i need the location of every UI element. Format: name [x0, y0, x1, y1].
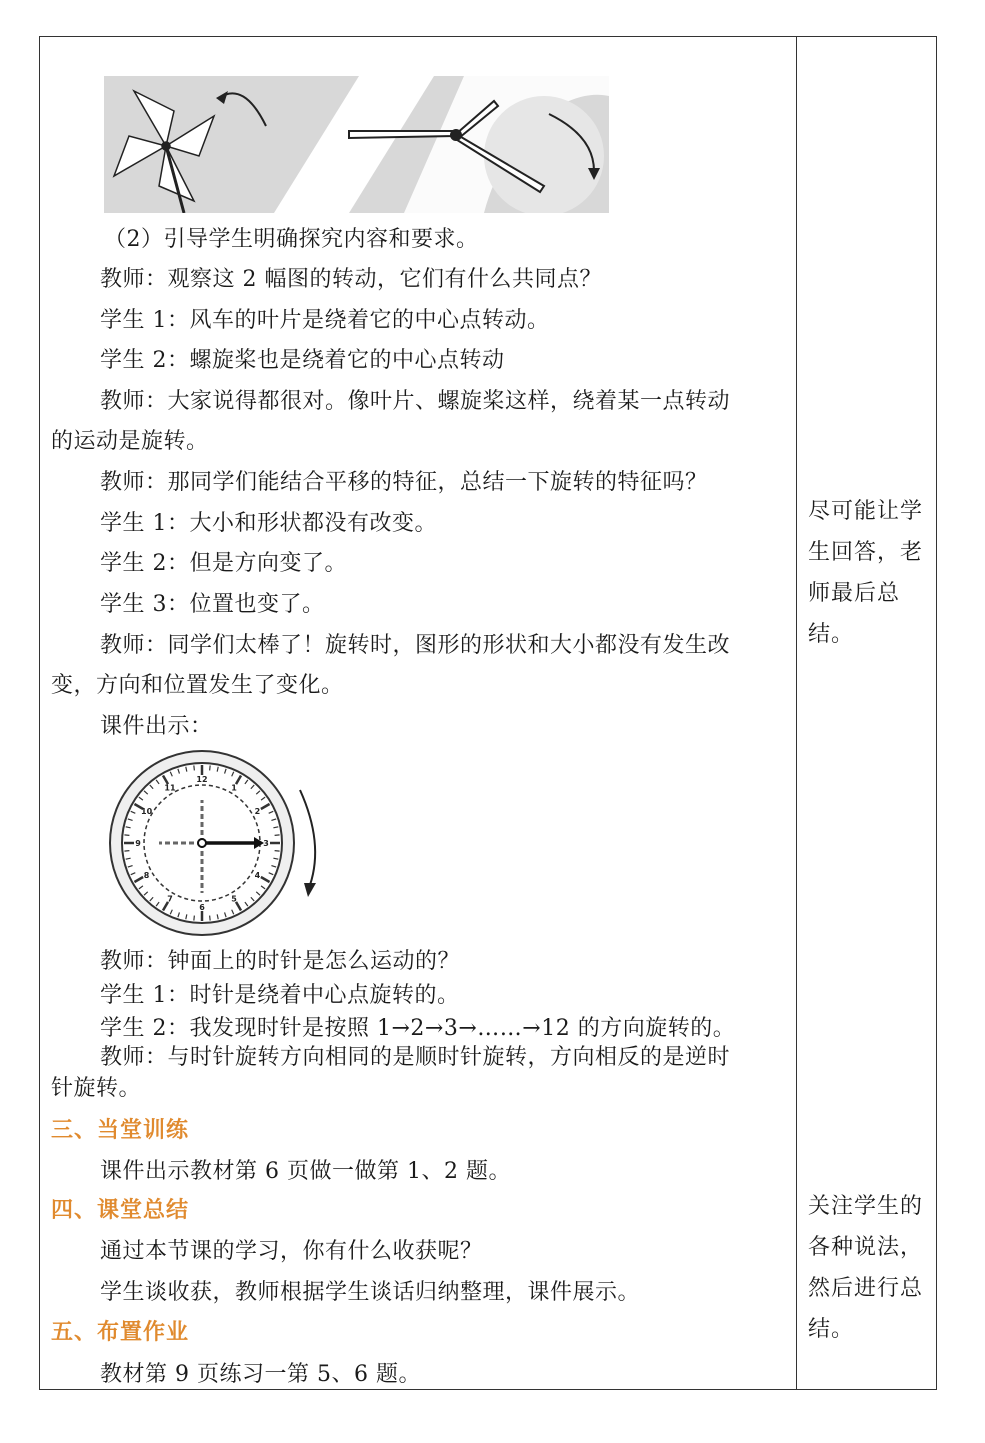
text-line: 通过本节课的学习，你有什么收获呢？: [100, 1239, 483, 1264]
text-line: 学生 1：风车的叶片是绕着它的中心点转动。: [100, 308, 550, 333]
clock-tick: [210, 916, 211, 921]
side-note: 尽可能让学生回答，老师最后总结。: [808, 499, 924, 647]
text-line: 课件出示教材第 6 页做一做第 1、2 题。: [100, 1159, 511, 1184]
clock-tick: [194, 765, 195, 770]
text-line: 针旋转。: [51, 1076, 142, 1101]
clock-number: 2: [254, 807, 261, 816]
clock-number: 7: [167, 894, 173, 904]
section-heading: 五、布置作业: [51, 1320, 190, 1345]
text-line: 学生 1：时针是绕着中心点旋转的。: [100, 983, 460, 1008]
side-note: 关注学生的各种说法，然后进行总结。: [808, 1194, 924, 1342]
clock-number: 5: [231, 894, 237, 904]
clock-number: 9: [135, 839, 141, 848]
clock-number: 10: [141, 807, 153, 816]
pinwheel-propeller-image: [104, 76, 609, 213]
clock-number: 12: [196, 775, 208, 784]
text-line: 学生 2：我发现时针是按照 1→2→3→……→12 的方向旋转的。: [100, 1016, 736, 1041]
column-divider: [796, 36, 797, 1390]
text-line: 教师：钟面上的时针是怎么运动的？: [100, 949, 461, 974]
clock-tick: [194, 916, 195, 921]
clock-image: [104, 745, 326, 937]
clock-number: 11: [164, 783, 176, 793]
clock-number: 8: [143, 871, 150, 880]
clock-tick: [275, 835, 280, 836]
text-line: 学生 3：位置也变了。: [100, 592, 325, 617]
section-heading: 三、当堂训练: [51, 1118, 190, 1143]
clock-number: 3: [263, 839, 269, 848]
text-line: 变，方向和位置发生了变化。: [51, 673, 344, 698]
text-line: 教师：同学们太棒了！旋转时，图形的形状和大小都没有发生改: [100, 633, 731, 658]
text-line: 教师：与时针旋转方向相同的是顺时针旋转，方向相反的是逆时: [100, 1045, 731, 1070]
clock-number: 4: [254, 871, 261, 880]
text-line: 教材第 9 页练习一第 5、6 题。: [100, 1362, 421, 1387]
clock-tick: [275, 851, 280, 852]
clock-number: 6: [199, 903, 205, 912]
text-line: 学生 2：螺旋桨也是绕着它的中心点转动: [100, 348, 505, 373]
text-line: 教师：观察这 2 幅图的转动，它们有什么共同点？: [100, 267, 602, 292]
text-line: 课件出示：: [100, 714, 213, 739]
text-line: 学生 1：大小和形状都没有改变。: [100, 511, 437, 536]
clock-number: 1: [231, 783, 237, 793]
text-line: 教师：大家说得都很对。像叶片、螺旋桨这样，绕着某一点转动: [100, 389, 731, 414]
text-line: 学生谈收获，教师根据学生谈话归纳整理，课件展示。: [100, 1280, 641, 1305]
clock-tick: [124, 851, 129, 852]
clock-tick: [124, 835, 129, 836]
section-heading: 四、课堂总结: [51, 1198, 190, 1223]
text-line: 学生 2：但是方向变了。: [100, 551, 347, 576]
text-line: 的运动是旋转。: [51, 429, 209, 454]
text-line: 教师：那同学们能结合平移的特征，总结一下旋转的特征吗？: [100, 470, 708, 495]
clockwise-arrow-icon: [300, 790, 315, 885]
clock-tick: [210, 765, 211, 770]
text-line: （2）引导学生明确探究内容和要求。: [104, 227, 479, 252]
